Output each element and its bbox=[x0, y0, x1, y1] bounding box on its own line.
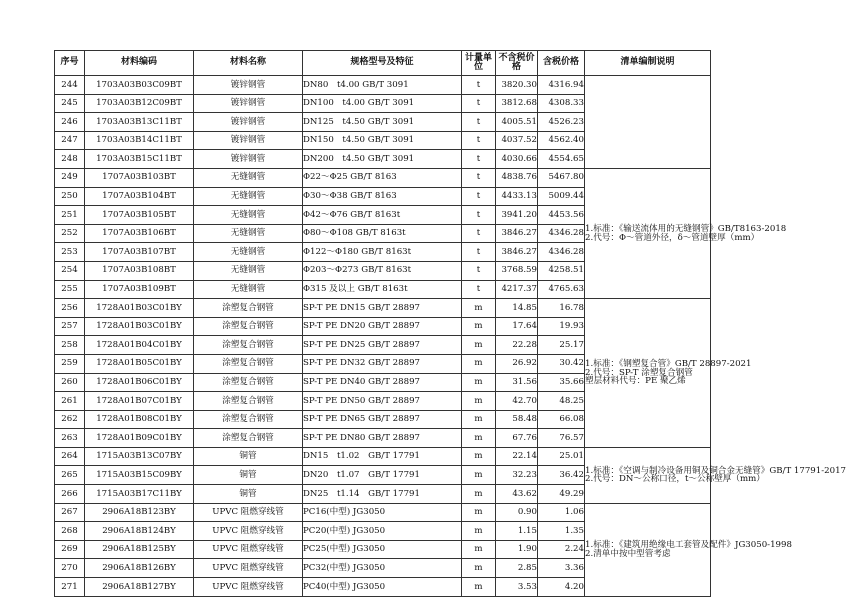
cell-price-excl-tax: 43.62 bbox=[496, 485, 538, 504]
cell-price-incl-tax: 19.93 bbox=[538, 317, 585, 336]
cell-price-incl-tax: 30.42 bbox=[538, 354, 585, 373]
cell-price-incl-tax: 4765.63 bbox=[538, 280, 585, 299]
cell-material-name: 无缝钢管 bbox=[194, 243, 303, 262]
header-code: 材料编码 bbox=[85, 51, 194, 76]
cell-price-excl-tax: 3846.27 bbox=[496, 243, 538, 262]
cell-index: 259 bbox=[55, 354, 85, 373]
note-line: 2.清单中按中型管考虑 bbox=[585, 548, 671, 559]
cell-unit: m bbox=[462, 429, 496, 448]
cell-material-name: 铜管 bbox=[194, 485, 303, 504]
cell-price-incl-tax: 25.17 bbox=[538, 336, 585, 355]
cell-spec: Φ30～Φ38 GB/T 8163 bbox=[303, 187, 462, 206]
cell-material-code: 1728A01B04C01BY bbox=[85, 336, 194, 355]
cell-unit: m bbox=[462, 522, 496, 541]
cell-material-code: 1728A01B03C01BY bbox=[85, 317, 194, 336]
cell-material-code: 1707A03B105BT bbox=[85, 206, 194, 225]
cell-spec: PC40(中型) JG3050 bbox=[303, 578, 462, 597]
cell-spec: PC20(中型) JG3050 bbox=[303, 522, 462, 541]
cell-unit: t bbox=[462, 280, 496, 299]
cell-index: 246 bbox=[55, 113, 85, 132]
cell-material-code: 1728A01B05C01BY bbox=[85, 354, 194, 373]
cell-price-incl-tax: 3.36 bbox=[538, 559, 585, 578]
cell-index: 261 bbox=[55, 392, 85, 411]
cell-material-name: 无缝钢管 bbox=[194, 187, 303, 206]
cell-spec: DN25 t1.14 GB/T 17791 bbox=[303, 485, 462, 504]
cell-material-name: 无缝钢管 bbox=[194, 168, 303, 187]
cell-price-excl-tax: 22.14 bbox=[496, 447, 538, 466]
cell-price-excl-tax: 4433.13 bbox=[496, 187, 538, 206]
cell-material-name: 无缝钢管 bbox=[194, 206, 303, 225]
cell-spec: SP-T PE DN32 GB/T 28897 bbox=[303, 354, 462, 373]
note-line: 2.代号：DN～公称口径，t～公称壁厚（mm） bbox=[585, 474, 765, 485]
cell-price-excl-tax: 14.85 bbox=[496, 299, 538, 318]
cell-price-excl-tax: 4030.66 bbox=[496, 150, 538, 169]
cell-material-name: UPVC 阻燃穿线管 bbox=[194, 559, 303, 578]
cell-index: 267 bbox=[55, 503, 85, 522]
cell-material-name: 涂塑复合钢管 bbox=[194, 429, 303, 448]
cell-material-name: 铜管 bbox=[194, 447, 303, 466]
cell-index: 244 bbox=[55, 76, 85, 95]
cell-price-incl-tax: 76.57 bbox=[538, 429, 585, 448]
header-spec: 规格型号及特征 bbox=[303, 51, 462, 76]
cell-material-name: UPVC 阻燃穿线管 bbox=[194, 503, 303, 522]
cell-material-name: UPVC 阻燃穿线管 bbox=[194, 522, 303, 541]
note-line: 2.代号：SP-T 涂塑复合钢管 bbox=[585, 367, 693, 378]
table-row bbox=[55, 447, 711, 466]
cell-price-excl-tax: 42.70 bbox=[496, 392, 538, 411]
cell-unit: t bbox=[462, 224, 496, 243]
cell-unit: m bbox=[462, 447, 496, 466]
cell-notes bbox=[585, 76, 711, 169]
cell-material-code: 1707A03B103BT bbox=[85, 168, 194, 187]
cell-index: 266 bbox=[55, 485, 85, 504]
cell-price-incl-tax: 4554.65 bbox=[538, 150, 585, 169]
cell-index: 268 bbox=[55, 522, 85, 541]
cell-unit: m bbox=[462, 410, 496, 429]
cell-material-code: 1707A03B106BT bbox=[85, 224, 194, 243]
cell-index: 256 bbox=[55, 299, 85, 318]
cell-material-code: 1728A01B03C01BY bbox=[85, 299, 194, 318]
cell-index: 255 bbox=[55, 280, 85, 299]
cell-spec: Φ42～Φ76 GB/T 8163t bbox=[303, 206, 462, 225]
header-row bbox=[55, 51, 711, 76]
cell-unit: m bbox=[462, 373, 496, 392]
cell-index: 271 bbox=[55, 578, 85, 597]
cell-material-code: 2906A18B123BY bbox=[85, 503, 194, 522]
cell-spec: Φ315 及以上 GB/T 8163t bbox=[303, 280, 462, 299]
cell-spec: Φ122～Φ180 GB/T 8163t bbox=[303, 243, 462, 262]
cell-material-name: 涂塑复合钢管 bbox=[194, 336, 303, 355]
cell-material-code: 1707A03B109BT bbox=[85, 280, 194, 299]
cell-material-name: 镀锌钢管 bbox=[194, 94, 303, 113]
cell-material-code: 2906A18B127BY bbox=[85, 578, 194, 597]
cell-material-name: 镀锌钢管 bbox=[194, 76, 303, 95]
cell-notes bbox=[585, 447, 846, 503]
table-row bbox=[55, 168, 711, 187]
cell-price-excl-tax: 26.92 bbox=[496, 354, 538, 373]
note-line: 1.标准：《空调与制冷设备用铜及铜合金无缝管》GB/T 17791-2017 bbox=[585, 465, 846, 476]
cell-material-code: 1703A03B12C09BT bbox=[85, 94, 194, 113]
cell-price-excl-tax: 4217.37 bbox=[496, 280, 538, 299]
cell-index: 254 bbox=[55, 261, 85, 280]
cell-spec: DN100 t4.00 GB/T 3091 bbox=[303, 94, 462, 113]
cell-price-excl-tax: 4838.76 bbox=[496, 168, 538, 187]
cell-material-name: 涂塑复合钢管 bbox=[194, 373, 303, 392]
cell-material-code: 2906A18B126BY bbox=[85, 559, 194, 578]
cell-unit: t bbox=[462, 261, 496, 280]
note-line: 1.标准：《钢塑复合管》GB/T 28897-2021 bbox=[585, 359, 752, 370]
cell-price-incl-tax: 5009.44 bbox=[538, 187, 585, 206]
cell-material-code: 1703A03B15C11BT bbox=[85, 150, 194, 169]
cell-material-name: 涂塑复合钢管 bbox=[194, 354, 303, 373]
cell-spec: PC32(中型) JG3050 bbox=[303, 559, 462, 578]
cell-material-code: 2906A18B124BY bbox=[85, 522, 194, 541]
header-name: 材料名称 bbox=[194, 51, 303, 76]
cell-price-incl-tax: 1.06 bbox=[538, 503, 585, 522]
cell-material-name: 涂塑复合钢管 bbox=[194, 317, 303, 336]
cell-index: 270 bbox=[55, 559, 85, 578]
cell-price-incl-tax: 1.35 bbox=[538, 522, 585, 541]
cell-spec: Φ80～Φ108 GB/T 8163t bbox=[303, 224, 462, 243]
cell-index: 269 bbox=[55, 540, 85, 559]
cell-price-excl-tax: 31.56 bbox=[496, 373, 538, 392]
cell-price-excl-tax: 0.90 bbox=[496, 503, 538, 522]
cell-spec: DN80 t4.00 GB/T 3091 bbox=[303, 76, 462, 95]
cell-material-name: 镀锌钢管 bbox=[194, 150, 303, 169]
cell-material-name: 镀锌钢管 bbox=[194, 113, 303, 132]
cell-spec: SP-T PE DN65 GB/T 28897 bbox=[303, 410, 462, 429]
cell-unit: m bbox=[462, 392, 496, 411]
cell-material-name: 涂塑复合钢管 bbox=[194, 392, 303, 411]
cell-price-incl-tax: 35.66 bbox=[538, 373, 585, 392]
table-row bbox=[55, 76, 711, 95]
cell-unit: m bbox=[462, 540, 496, 559]
cell-material-name: 涂塑复合钢管 bbox=[194, 299, 303, 318]
cell-material-name: 无缝钢管 bbox=[194, 261, 303, 280]
table-row bbox=[55, 503, 711, 522]
cell-price-excl-tax: 3846.27 bbox=[496, 224, 538, 243]
cell-notes bbox=[585, 168, 787, 298]
cell-price-incl-tax: 25.01 bbox=[538, 447, 585, 466]
cell-price-incl-tax: 4453.56 bbox=[538, 206, 585, 225]
header-price-incl-tax: 含税价格 bbox=[538, 51, 585, 76]
cell-material-name: 无缝钢管 bbox=[194, 280, 303, 299]
cell-material-name: 涂塑复合钢管 bbox=[194, 410, 303, 429]
cell-price-excl-tax: 4005.51 bbox=[496, 113, 538, 132]
cell-price-incl-tax: 4346.28 bbox=[538, 243, 585, 262]
material-price-table bbox=[54, 50, 846, 597]
cell-unit: t bbox=[462, 168, 496, 187]
cell-index: 245 bbox=[55, 94, 85, 113]
cell-spec: DN125 t4.50 GB/T 3091 bbox=[303, 113, 462, 132]
cell-price-incl-tax: 36.42 bbox=[538, 466, 585, 485]
cell-material-code: 1707A03B108BT bbox=[85, 261, 194, 280]
cell-price-excl-tax: 3820.30 bbox=[496, 76, 538, 95]
cell-price-excl-tax: 4037.52 bbox=[496, 131, 538, 150]
cell-index: 253 bbox=[55, 243, 85, 262]
cell-price-incl-tax: 48.25 bbox=[538, 392, 585, 411]
cell-unit: m bbox=[462, 354, 496, 373]
cell-spec: Φ22～Φ25 GB/T 8163 bbox=[303, 168, 462, 187]
cell-index: 249 bbox=[55, 168, 85, 187]
cell-material-code: 1715A03B17C11BY bbox=[85, 485, 194, 504]
cell-unit: t bbox=[462, 113, 496, 132]
cell-price-incl-tax: 4346.28 bbox=[538, 224, 585, 243]
cell-spec: Φ203～Φ273 GB/T 8163t bbox=[303, 261, 462, 280]
cell-price-excl-tax: 58.48 bbox=[496, 410, 538, 429]
cell-unit: t bbox=[462, 131, 496, 150]
cell-price-excl-tax: 3812.68 bbox=[496, 94, 538, 113]
cell-index: 248 bbox=[55, 150, 85, 169]
cell-unit: m bbox=[462, 336, 496, 355]
cell-index: 251 bbox=[55, 206, 85, 225]
cell-spec: SP-T PE DN15 GB/T 28897 bbox=[303, 299, 462, 318]
cell-material-code: 1728A01B08C01BY bbox=[85, 410, 194, 429]
cell-price-incl-tax: 4.20 bbox=[538, 578, 585, 597]
cell-material-code: 1728A01B09C01BY bbox=[85, 429, 194, 448]
cell-unit: t bbox=[462, 206, 496, 225]
table-row bbox=[55, 299, 711, 318]
cell-price-incl-tax: 5467.80 bbox=[538, 168, 585, 187]
cell-material-code: 1728A01B07C01BY bbox=[85, 392, 194, 411]
cell-material-code: 1715A03B15C09BY bbox=[85, 466, 194, 485]
cell-spec: SP-T PE DN25 GB/T 28897 bbox=[303, 336, 462, 355]
cell-material-code: 2906A18B125BY bbox=[85, 540, 194, 559]
cell-unit: m bbox=[462, 559, 496, 578]
cell-spec: DN20 t1.07 GB/T 17791 bbox=[303, 466, 462, 485]
cell-material-name: UPVC 阻燃穿线管 bbox=[194, 540, 303, 559]
cell-material-code: 1728A01B06C01BY bbox=[85, 373, 194, 392]
cell-notes bbox=[585, 503, 792, 596]
cell-unit: t bbox=[462, 94, 496, 113]
cell-material-name: 无缝钢管 bbox=[194, 224, 303, 243]
cell-spec: DN150 t4.50 GB/T 3091 bbox=[303, 131, 462, 150]
cell-spec: SP-T PE DN80 GB/T 28897 bbox=[303, 429, 462, 448]
header-index: 序号 bbox=[55, 51, 85, 76]
header-notes: 清单编制说明 bbox=[585, 51, 711, 76]
note-line: 2.代号：Φ～管道外径，δ～管道壁厚（mm） bbox=[585, 232, 760, 243]
cell-price-incl-tax: 4526.23 bbox=[538, 113, 585, 132]
cell-price-excl-tax: 3.53 bbox=[496, 578, 538, 597]
cell-unit: m bbox=[462, 466, 496, 485]
cell-unit: m bbox=[462, 578, 496, 597]
header-price-excl-tax: 不含税价格 bbox=[496, 51, 538, 76]
cell-material-code: 1715A03B13C07BY bbox=[85, 447, 194, 466]
cell-price-incl-tax: 66.08 bbox=[538, 410, 585, 429]
cell-price-incl-tax: 4308.33 bbox=[538, 94, 585, 113]
header-unit: 计量单位 bbox=[462, 51, 496, 76]
cell-price-excl-tax: 32.23 bbox=[496, 466, 538, 485]
cell-material-name: 铜管 bbox=[194, 466, 303, 485]
cell-price-excl-tax: 3941.20 bbox=[496, 206, 538, 225]
note-line: 1.标准：《输送流体用的无缝钢管》GB/T8163-2018 bbox=[585, 223, 787, 234]
cell-unit: t bbox=[462, 187, 496, 206]
cell-price-excl-tax: 1.15 bbox=[496, 522, 538, 541]
cell-price-incl-tax: 4258.51 bbox=[538, 261, 585, 280]
cell-spec: DN15 t1.02 GB/T 17791 bbox=[303, 447, 462, 466]
cell-price-excl-tax: 67.76 bbox=[496, 429, 538, 448]
cell-price-excl-tax: 1.90 bbox=[496, 540, 538, 559]
cell-index: 250 bbox=[55, 187, 85, 206]
cell-unit: m bbox=[462, 485, 496, 504]
cell-material-code: 1707A03B104BT bbox=[85, 187, 194, 206]
cell-index: 263 bbox=[55, 429, 85, 448]
cell-index: 265 bbox=[55, 466, 85, 485]
cell-material-name: 镀锌钢管 bbox=[194, 131, 303, 150]
cell-material-code: 1703A03B03C09BT bbox=[85, 76, 194, 95]
cell-price-incl-tax: 49.29 bbox=[538, 485, 585, 504]
cell-unit: m bbox=[462, 299, 496, 318]
cell-spec: SP-T PE DN20 GB/T 28897 bbox=[303, 317, 462, 336]
cell-material-code: 1703A03B13C11BT bbox=[85, 113, 194, 132]
cell-unit: t bbox=[462, 76, 496, 95]
cell-material-code: 1703A03B14C11BT bbox=[85, 131, 194, 150]
cell-spec: SP-T PE DN50 GB/T 28897 bbox=[303, 392, 462, 411]
cell-unit: m bbox=[462, 503, 496, 522]
cell-index: 257 bbox=[55, 317, 85, 336]
cell-material-code: 1707A03B107BT bbox=[85, 243, 194, 262]
cell-spec: SP-T PE DN40 GB/T 28897 bbox=[303, 373, 462, 392]
table-body bbox=[55, 76, 846, 597]
cell-unit: t bbox=[462, 150, 496, 169]
cell-index: 264 bbox=[55, 447, 85, 466]
cell-spec: PC25(中型) JG3050 bbox=[303, 540, 462, 559]
cell-price-excl-tax: 17.64 bbox=[496, 317, 538, 336]
cell-price-incl-tax: 4562.40 bbox=[538, 131, 585, 150]
cell-notes bbox=[585, 299, 752, 448]
cell-index: 258 bbox=[55, 336, 85, 355]
cell-price-incl-tax: 4316.94 bbox=[538, 76, 585, 95]
cell-material-name: UPVC 阻燃穿线管 bbox=[194, 578, 303, 597]
note-line: 塑层材料代号：PE 聚乙烯 bbox=[585, 376, 686, 387]
cell-index: 247 bbox=[55, 131, 85, 150]
cell-price-excl-tax: 2.85 bbox=[496, 559, 538, 578]
cell-index: 260 bbox=[55, 373, 85, 392]
cell-price-excl-tax: 22.28 bbox=[496, 336, 538, 355]
cell-price-incl-tax: 2.24 bbox=[538, 540, 585, 559]
cell-index: 252 bbox=[55, 224, 85, 243]
note-line: 1.标准：《建筑用绝缘电工套管及配件》JG3050-1998 bbox=[585, 540, 792, 551]
cell-spec: PC16(中型) JG3050 bbox=[303, 503, 462, 522]
cell-unit: m bbox=[462, 317, 496, 336]
cell-index: 262 bbox=[55, 410, 85, 429]
cell-spec: DN200 t4.50 GB/T 3091 bbox=[303, 150, 462, 169]
cell-unit: t bbox=[462, 243, 496, 262]
cell-price-excl-tax: 3768.59 bbox=[496, 261, 538, 280]
cell-price-incl-tax: 16.78 bbox=[538, 299, 585, 318]
